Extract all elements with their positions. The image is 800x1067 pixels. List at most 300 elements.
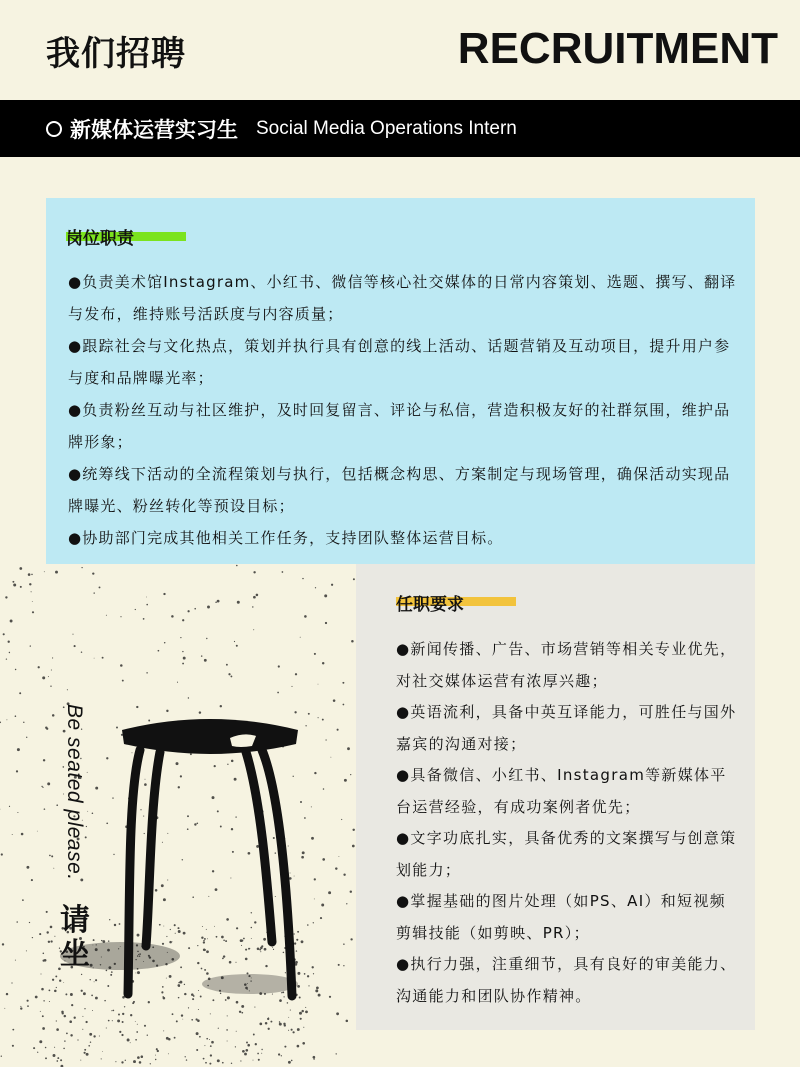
speckle — [48, 941, 50, 943]
speckle — [41, 786, 42, 787]
speckle — [336, 1012, 339, 1015]
speckle — [259, 1023, 262, 1026]
speckle — [338, 856, 339, 857]
speckle — [15, 669, 16, 670]
speckle — [243, 938, 245, 940]
speckle — [111, 971, 113, 973]
speckle — [210, 1013, 211, 1014]
speckle — [182, 1019, 183, 1020]
list-item: ●统筹线下活动的全流程策划与执行，包括概念构思、方案制定与现场管理，确保活动实现品牌曝光、粉丝转化等预设目标； — [68, 465, 731, 515]
speckle — [253, 571, 255, 573]
speckle — [257, 1053, 259, 1055]
speckle — [256, 845, 259, 848]
speckle — [32, 937, 33, 938]
speckle — [39, 933, 41, 935]
speckle — [205, 1062, 207, 1064]
speckle — [322, 719, 324, 721]
speckle — [49, 1001, 50, 1002]
speckle — [338, 964, 340, 966]
speckle — [148, 720, 150, 722]
list-item: ●文字功底扎实，具备优秀的文案撰写与创意策划能力； — [396, 829, 737, 879]
speckle — [90, 979, 91, 980]
speckle — [178, 930, 181, 933]
speckle — [259, 949, 261, 951]
speckle — [337, 729, 339, 731]
speckle — [236, 565, 238, 567]
speckle — [178, 997, 180, 999]
speckle — [135, 972, 136, 973]
speckle — [294, 933, 295, 934]
please-sit-text: 请坐 — [60, 903, 90, 972]
speckle — [301, 940, 304, 943]
speckle — [305, 1011, 308, 1014]
speckle — [279, 999, 282, 1002]
speckle — [226, 664, 228, 666]
speckle — [346, 903, 347, 904]
speckle — [51, 669, 52, 670]
speckle — [239, 1011, 241, 1013]
speckle — [333, 699, 336, 702]
speckle — [212, 796, 215, 799]
speckle — [234, 778, 237, 781]
speckle — [221, 936, 224, 939]
speckle — [143, 816, 144, 817]
speckle — [293, 776, 294, 777]
speckle — [346, 1020, 349, 1023]
speckle — [31, 879, 33, 881]
speckle — [59, 980, 61, 982]
speckle — [169, 941, 172, 944]
speckle — [42, 1027, 45, 1030]
speckle — [295, 673, 297, 675]
speckle — [297, 972, 300, 975]
speckle — [84, 1049, 86, 1051]
speckle — [6, 658, 7, 659]
speckle — [91, 995, 93, 997]
speckle — [162, 986, 164, 988]
speckle — [318, 717, 319, 718]
speckle — [335, 867, 337, 869]
speckle — [74, 645, 76, 647]
speckle — [64, 1040, 65, 1041]
speckle — [46, 931, 48, 933]
speckle — [106, 615, 107, 616]
speckle — [155, 889, 158, 892]
stool-illustration — [0, 564, 356, 1067]
speckle — [172, 1013, 174, 1015]
speckle — [297, 1045, 300, 1048]
speckle — [182, 619, 184, 621]
speckle — [135, 1039, 137, 1041]
speckle — [101, 1058, 102, 1059]
speckle — [206, 1038, 208, 1040]
speckle — [220, 826, 222, 828]
speckle — [218, 1028, 219, 1029]
speckle — [203, 941, 205, 943]
speckle — [297, 985, 300, 988]
speckle — [37, 1052, 38, 1053]
speckle — [253, 596, 256, 599]
speckle — [257, 947, 260, 950]
speckle — [163, 1030, 164, 1031]
speckle — [261, 945, 263, 947]
speckle — [344, 779, 347, 782]
speckle — [92, 572, 94, 574]
speckle — [351, 640, 354, 643]
speckle — [302, 1042, 305, 1045]
speckle — [0, 721, 1, 723]
speckle — [350, 774, 351, 775]
speckle — [130, 1042, 131, 1043]
speckle — [166, 710, 168, 712]
speckle — [231, 760, 234, 763]
speckle — [206, 638, 207, 639]
speckle — [343, 965, 344, 966]
speckle — [236, 927, 238, 929]
speckle — [83, 992, 86, 995]
speckle — [139, 1061, 142, 1064]
speckle — [202, 926, 203, 927]
speckle — [352, 845, 355, 848]
speckle — [92, 1010, 93, 1011]
speckle — [5, 596, 7, 598]
speckle — [108, 1020, 110, 1022]
speckle — [45, 1047, 47, 1049]
speckle — [56, 1028, 59, 1031]
speckle — [275, 852, 276, 853]
speckle — [161, 991, 163, 993]
speckle — [196, 1032, 199, 1035]
speckle — [132, 1002, 134, 1004]
speckle — [246, 1042, 248, 1044]
speckle — [15, 715, 17, 717]
speckle — [181, 1014, 183, 1016]
speckle — [322, 662, 324, 664]
speckle — [163, 898, 166, 901]
speckle — [275, 896, 276, 897]
speckle — [117, 1019, 120, 1022]
speckle — [190, 753, 192, 755]
speckle — [187, 610, 189, 612]
speckle — [168, 1038, 171, 1041]
speckle — [29, 922, 30, 923]
speckle — [198, 990, 199, 991]
speckle — [166, 936, 167, 937]
speckle — [222, 958, 224, 960]
speckle — [314, 898, 315, 899]
speckle — [223, 955, 225, 957]
list-item: ●跟踪社会与文化热点，策划并执行具有创意的线上活动、话题营销及互动项目，提升用户参与度和品牌曝光率； — [68, 337, 731, 387]
duties-section — [46, 198, 755, 564]
speckle — [297, 1028, 300, 1031]
speckle — [343, 874, 345, 876]
speckle — [119, 1031, 121, 1033]
speckle — [42, 787, 43, 788]
speckle — [305, 725, 306, 726]
speckle — [204, 1045, 205, 1046]
speckle — [46, 728, 48, 730]
speckle — [90, 1041, 91, 1042]
speckle — [176, 762, 179, 765]
speckle — [55, 975, 57, 977]
speckle — [4, 1008, 5, 1009]
speckle — [304, 817, 306, 819]
speckle — [125, 1060, 126, 1061]
speckle — [72, 634, 73, 635]
speckle — [215, 888, 218, 891]
speckle — [261, 1053, 262, 1054]
speckle — [88, 1045, 90, 1047]
duties-list — [68, 266, 744, 554]
speckle — [17, 748, 20, 751]
speckle — [208, 896, 209, 897]
speckle — [127, 1038, 128, 1039]
speckle — [137, 971, 140, 974]
speckle — [227, 996, 230, 999]
speckle — [94, 981, 95, 982]
speckle — [197, 962, 199, 964]
speckle — [288, 845, 289, 846]
speckle — [133, 1060, 136, 1063]
speckle — [300, 1018, 302, 1020]
speckle — [203, 940, 204, 941]
list-item: ●执行力强，注重细节，具有良好的审美能力、沟通能力和团队协作精神。 — [396, 955, 737, 1005]
speckle — [245, 949, 247, 951]
speckle — [236, 1001, 239, 1004]
speckle — [64, 1015, 66, 1017]
speckle — [40, 1011, 41, 1012]
speckle — [307, 924, 309, 926]
speckle — [244, 1053, 247, 1056]
speckle — [102, 657, 104, 659]
speckle — [163, 926, 164, 927]
speckle — [17, 812, 18, 813]
speckle — [11, 982, 12, 983]
speckle — [314, 653, 316, 655]
page-title-cn: 我们招聘 — [46, 34, 186, 74]
speckle — [227, 1015, 228, 1016]
speckle — [247, 1044, 250, 1047]
speckle — [279, 1021, 280, 1022]
speckle — [55, 571, 58, 574]
speckle — [46, 911, 48, 913]
speckle — [281, 1055, 282, 1056]
speckle — [52, 657, 53, 658]
speckle — [278, 665, 280, 667]
speckle — [343, 943, 345, 945]
speckle — [241, 945, 242, 946]
speckle — [6, 993, 8, 995]
speckle — [313, 973, 314, 974]
speckle — [321, 904, 324, 907]
speckle — [264, 948, 267, 951]
speckle — [150, 1063, 151, 1064]
speckle — [138, 935, 139, 936]
speckle — [135, 609, 136, 610]
speckle — [50, 926, 53, 929]
speckle — [254, 1007, 255, 1008]
speckle — [77, 1039, 78, 1040]
speckle — [10, 620, 13, 623]
speckle — [169, 975, 172, 978]
speckle — [28, 573, 31, 576]
list-item: ●负责粉丝互动与社区维护，及时回复留言、评论与私信，营造积极友好的社群氛围，维护品牌形象； — [68, 401, 731, 451]
speckle — [93, 1035, 95, 1037]
speckle — [94, 658, 95, 659]
speckle — [283, 952, 285, 954]
speckle — [231, 828, 233, 830]
speckle — [268, 1028, 270, 1030]
speckle — [267, 1018, 269, 1020]
speckle — [49, 990, 51, 992]
speckle — [8, 641, 10, 643]
speckle — [314, 772, 316, 774]
speckle — [56, 804, 58, 806]
speckle — [141, 1055, 144, 1058]
speckle — [201, 936, 203, 938]
speckle — [168, 1053, 169, 1054]
speckle — [215, 602, 217, 604]
stool-seat — [122, 719, 298, 754]
speckle — [253, 629, 254, 630]
speckle — [320, 917, 322, 919]
speckle — [57, 1057, 59, 1059]
speckle — [294, 711, 296, 713]
speckle — [187, 815, 189, 817]
speckle — [283, 1023, 285, 1025]
speckle — [132, 752, 133, 753]
speckle — [107, 985, 109, 987]
speckle — [197, 823, 199, 825]
speckle — [324, 594, 327, 597]
speckle — [35, 996, 38, 999]
speckle — [109, 919, 110, 920]
speckle — [285, 972, 286, 973]
list-item: ●掌握基础的图片处理（如PS、AI）和短视频剪辑技能（如剪映、PR）； — [396, 892, 726, 942]
speckle — [342, 682, 344, 684]
speckle — [234, 641, 235, 642]
speckle — [287, 1002, 289, 1004]
speckle — [232, 851, 234, 853]
speckle — [325, 622, 327, 624]
speckle — [313, 1058, 314, 1059]
speckle — [179, 981, 182, 984]
speckle — [146, 597, 147, 598]
list-item: ●具备微信、小红书、Instagram等新媒体平台运营经验，有成功案例者优先； — [396, 766, 727, 816]
speckle — [81, 990, 83, 992]
speckle — [303, 1027, 304, 1028]
speckle — [308, 985, 309, 986]
speckle — [249, 948, 250, 949]
speckle — [51, 855, 53, 857]
list-item: ●负责美术馆Instagram、小红书、微信等核心社交媒体的日常内容策划、选题、撰写、翻译与发布，维持账号活跃度与内容质量； — [68, 273, 737, 323]
requirements-section — [356, 564, 755, 1030]
speckle — [212, 999, 214, 1001]
speckle — [199, 711, 201, 713]
speckle — [53, 1054, 56, 1057]
speckle — [294, 942, 296, 944]
speckle — [43, 960, 45, 962]
speckle — [314, 878, 316, 880]
speckle — [106, 1027, 107, 1028]
speckle — [210, 1045, 212, 1047]
speckle — [20, 1007, 22, 1009]
speckle — [209, 1039, 210, 1040]
speckle — [163, 593, 165, 595]
speckle — [206, 950, 209, 953]
speckle — [86, 1053, 89, 1056]
speckle — [316, 987, 319, 990]
speckle — [42, 1015, 44, 1017]
speckle — [161, 884, 164, 887]
speckle — [119, 923, 121, 925]
speckle — [44, 571, 45, 572]
speckle — [144, 833, 145, 834]
speckle — [120, 664, 123, 667]
speckle — [101, 940, 102, 941]
speckle — [31, 574, 33, 576]
speckle — [305, 1007, 306, 1008]
speckle — [353, 578, 355, 580]
speckle — [60, 1059, 62, 1061]
speckle — [12, 1029, 14, 1031]
speckle — [110, 974, 112, 976]
speckle — [261, 1049, 262, 1050]
speckle — [226, 1029, 228, 1031]
speckle — [265, 965, 267, 967]
speckle — [87, 811, 88, 812]
speckle — [272, 947, 273, 948]
speckle — [273, 949, 274, 950]
speckle — [260, 951, 261, 952]
speckle — [44, 808, 46, 810]
speckle — [54, 1047, 55, 1048]
speckle — [253, 1034, 255, 1036]
speckle — [192, 998, 194, 1000]
list-item: ●协助部门完成其他相关工作任务，支持团队整体运营目标。 — [68, 529, 504, 547]
speckle — [118, 1014, 120, 1016]
speckle — [210, 1054, 212, 1056]
speckle — [205, 949, 206, 950]
speckle — [74, 1017, 76, 1019]
speckle — [350, 890, 352, 892]
speckle — [176, 1020, 178, 1022]
speckle — [282, 571, 284, 573]
speckle — [217, 600, 220, 603]
speckle — [313, 922, 314, 923]
speckle — [65, 993, 67, 995]
speckle — [273, 837, 275, 839]
speckle — [39, 1040, 42, 1043]
speckle — [296, 950, 297, 951]
speckle — [1, 1056, 2, 1057]
speckle — [111, 1010, 112, 1011]
speckle — [192, 896, 194, 898]
speckle — [70, 1034, 72, 1036]
speckle — [9, 806, 10, 807]
speckle — [114, 924, 116, 926]
duties-label: 岗位职责 — [66, 229, 134, 249]
speckle — [177, 927, 179, 929]
speckle — [277, 692, 279, 694]
speckle — [183, 657, 186, 660]
speckle — [331, 757, 332, 758]
speckle — [230, 878, 231, 879]
speckle — [170, 929, 171, 930]
speckle — [104, 1000, 106, 1002]
speckle — [240, 1060, 241, 1061]
speckle — [311, 806, 312, 807]
